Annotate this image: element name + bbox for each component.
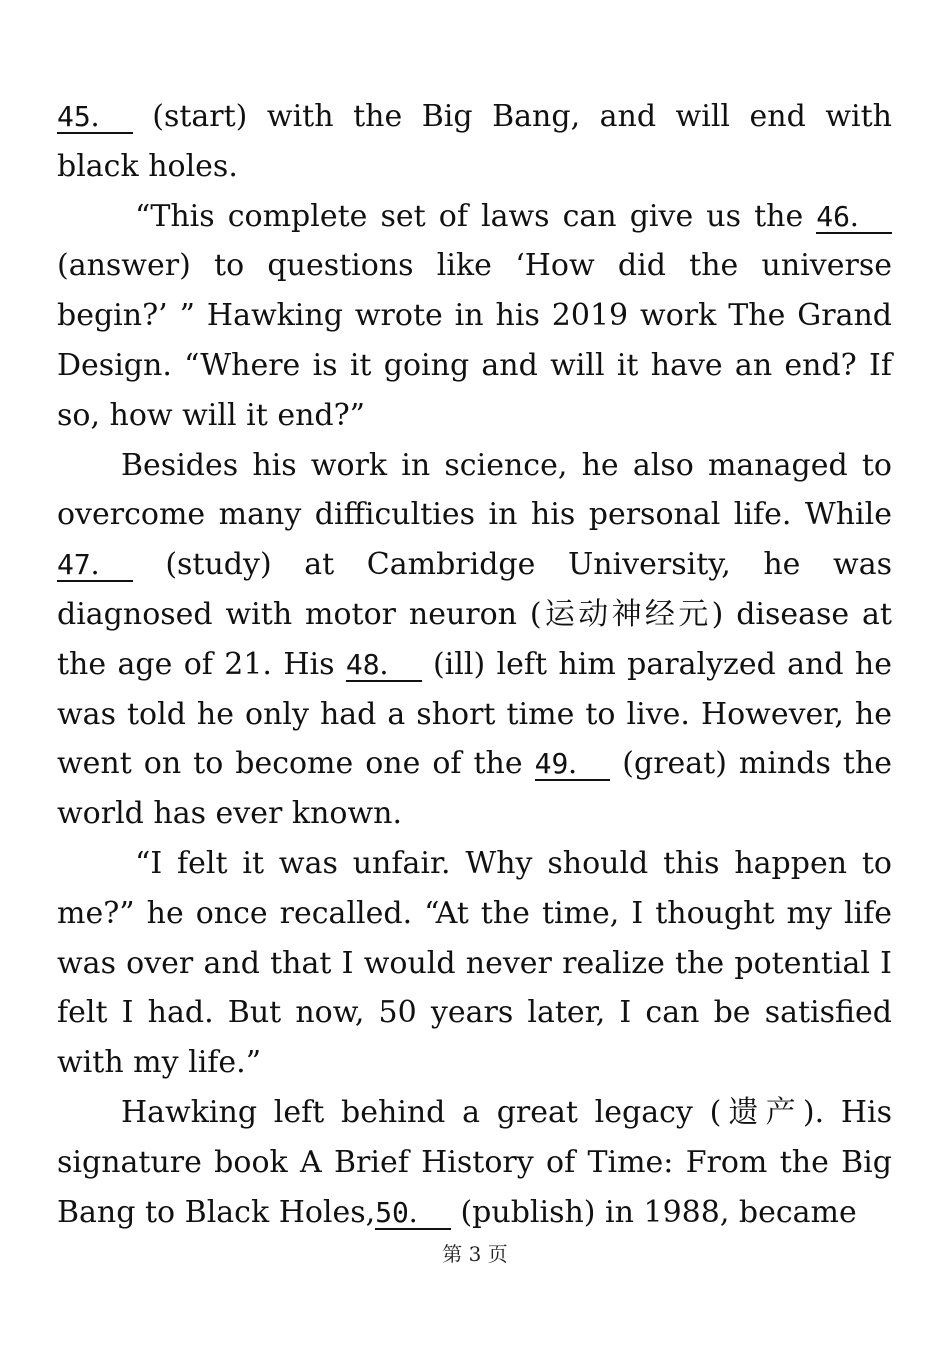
- paragraph-text: Besides his work in science, he also managed to overcome many difficulties in his personal life. While: [57, 447, 892, 533]
- answer-blank: 47．: [57, 550, 133, 582]
- document-page: [57, 92, 892, 1237]
- paragraph-2: [57, 192, 892, 441]
- answer-blank: 49．: [535, 749, 611, 781]
- paragraph-1: [57, 92, 892, 192]
- answer-blank: 45．: [57, 102, 133, 134]
- paragraph-4: [57, 839, 892, 1088]
- paragraph-text: (ill) left him paralyzed and he was told he only had a short time to live. However, he went on to become one of the: [57, 646, 893, 782]
- paragraph-text: (answer) to questions like ‘How did the universe begin?’ ” Hawking wrote in his 2019 work The Grand Design. “Where is it going and will it have an end? If so, how will it end?”: [57, 248, 892, 433]
- paragraph-text: (great) minds the world has ever known.: [57, 746, 892, 832]
- paragraph-text: (study) at Cambridge University, he was diagnosed with motor neuron (运动神经元) disease at the age of 21. His: [57, 547, 892, 682]
- paragraph-text: (start) with the Big Bang, and will end with black holes.: [57, 99, 892, 184]
- answer-blank: 48．: [346, 650, 422, 682]
- paragraph-text: Hawking left behind a great legacy (遗产). His signature book A Brief History of Time: From the Big Bang to Black Holes,: [57, 1094, 892, 1230]
- paragraph-3: [57, 441, 892, 839]
- page-number: 第 3 页: [442, 1242, 508, 1266]
- paragraph-text: “This complete set of laws can give us the: [135, 198, 817, 234]
- paragraph-text: “I felt it was unfair. Why should this happen to me?” he once recalled. “At the time, I thought my life was over and that I would never realize the potential I felt I had. But now, 50 years later, I can be satisfied with my life.”: [57, 845, 892, 1081]
- answer-blank: 46．: [816, 202, 892, 234]
- paragraph-5: [57, 1088, 892, 1237]
- answer-blank: 50．: [375, 1198, 451, 1230]
- paragraph-text: (publish) in 1988, became: [450, 1194, 857, 1230]
